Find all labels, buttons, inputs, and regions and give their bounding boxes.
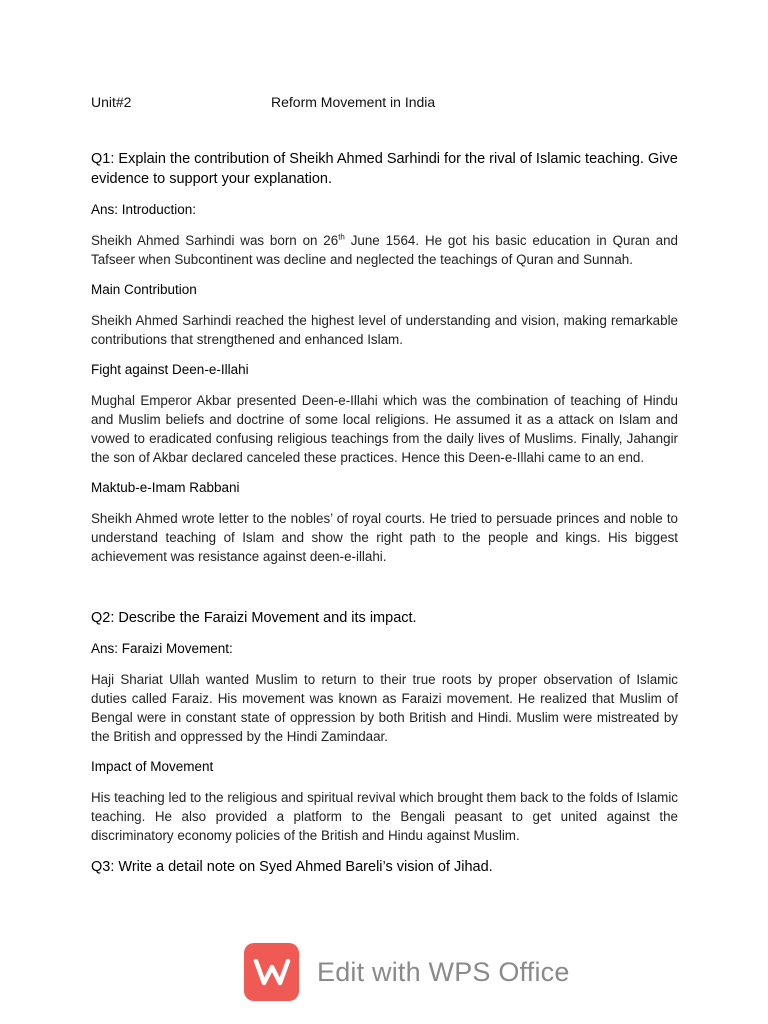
- section-spacer: [91, 578, 678, 608]
- unit-title: Reform Movement in India: [271, 94, 436, 110]
- q2-faraizi-paragraph: Haji Shariat Ullah wanted Muslim to return to their true roots by proper observation of Islamic duties called Faraiz. His movement was known as Faraizi movement. He realized that Muslim of Bengal were in constant state of oppression by both British and Hindi. Muslim were mistreated by the British and oppressed by the Hindi Zamindaar.: [91, 672, 678, 744]
- q1-maktub-paragraph: Sheikh Ahmed wrote letter to the nobles’ of royal courts. He tried to persuade princes and noble to understand teaching of Islam and show the right path to the people and kings. His biggest achievement was resistance against deen-e-illahi.: [91, 511, 678, 564]
- edit-with-wps-banner[interactable]: [244, 943, 570, 1001]
- question-2: Q2: Describe the Faraizi Movement and its impact.: [91, 610, 417, 626]
- q1-intro-heading: Ans: Introduction:: [91, 202, 197, 217]
- q1-main-heading: Main Contribution: [91, 282, 197, 297]
- q2-impact-heading: Impact of Movement: [91, 759, 214, 774]
- wps-banner-text[interactable]: Edit with WPS Office: [317, 956, 570, 987]
- unit-header: [91, 93, 678, 111]
- q2-impact-paragraph: His teaching led to the religious and spiritual revival which brought them back to the folds of Islamic teaching. He also provided a platform to the Bengali peasant to get united against the discriminatory economy policies of the British and Hindu against Muslim.: [91, 790, 678, 843]
- q1-intro-text-end: June 1564. He got his basic education in Quran and Tafseer when Subcontinent was decline and neglected the teachings of Quran and Sunnah.: [91, 233, 678, 267]
- document-page: [91, 93, 678, 889]
- q1-intro-superscript: th: [338, 232, 345, 242]
- q1-intro-text-start: Sheikh Ahmed Sarhindi was born on 26: [91, 233, 339, 248]
- q1-intro-paragraph: [91, 231, 678, 269]
- unit-label: Unit#2: [91, 94, 132, 110]
- question-3: Q3: Write a detail note on Syed Ahmed Bareli’s vision of Jihad.: [91, 859, 493, 875]
- q1-main-paragraph: Sheikh Ahmed Sarhindi reached the highest level of understanding and vision, making remarkable contributions that strengthened and enhanced Islam.: [91, 313, 678, 347]
- q1-maktub-heading: Maktub-e-Imam Rabbani: [91, 480, 240, 495]
- question-1: Q1: Explain the contribution of Sheikh Ahmed Sarhindi for the rival of Islamic teaching. Give evidence to support your explanation.: [91, 151, 678, 187]
- q1-fight-paragraph: Mughal Emperor Akbar presented Deen-e-Illahi which was the combination of teaching of Hindu and Muslim beliefs and doctrine of some local religions. He assumed it as a attack on Islam and vowed to eradicated confusing religious teachings from the daily lives of Muslims. Finally, Jahangir the son of Akbar declared canceled these practices. Hence this Deen-e-Illahi came to an end.: [91, 393, 678, 465]
- q2-faraizi-heading: Ans: Faraizi Movement:: [91, 641, 233, 656]
- wps-logo-icon: [244, 943, 299, 1001]
- q1-fight-heading: Fight against Deen-e-Illahi: [91, 362, 249, 377]
